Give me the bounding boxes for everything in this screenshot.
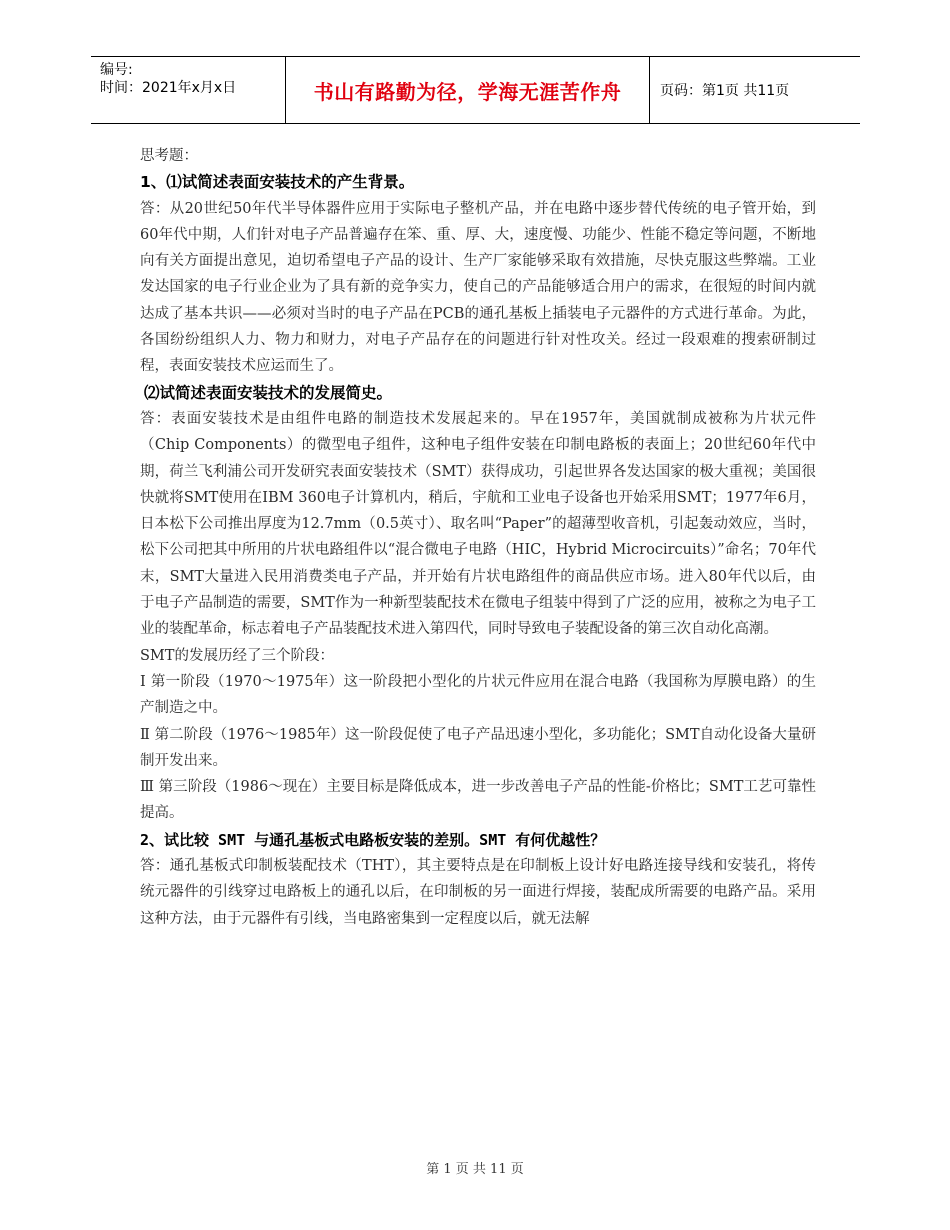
stage-2: Ⅱ 第二阶段（1976～1985年）这一阶段促使了电子产品迅速小型化，多功能化；SMT自动化设备大量研制开发出来。 — [140, 726, 816, 769]
header-motto: 书山有路勤为径，学海无涯苦作舟 — [286, 57, 650, 123]
answer-2: 答：通孔基板式印制板装配技术（THT），其主要特点是在印制板上设计好电路连接导线和安装孔，将传统元器件的引线穿过电路板上的通孔以后，在印制板的另一面进行焊接，装配成所需要的电路产品。采用这种方法，由于元器件有引线，当电路密集到一定程度以后，就无法解 — [140, 858, 816, 927]
header-page-info: 页码：第1页 共11页 — [660, 83, 790, 99]
number-label: 编号: — [100, 62, 133, 78]
stages-intro: SMT的发展历经了三个阶段： — [140, 647, 334, 664]
stage-1: Ⅰ 第一阶段（1970～1975年）这一阶段把小型化的片状元件应用在混合电路（我国称为厚膜电路）的生产制造之中。 — [140, 673, 816, 717]
header-meta — [91, 57, 286, 123]
question-1b-heading: ⑵试简述表面安装技术的发展简史。 — [144, 383, 393, 402]
question-2-heading: 2、试比较 SMT 与通孔基板式电路板安装的差别。SMT 有何优越性？ — [140, 830, 606, 849]
intro-text: 思考题： — [140, 148, 198, 164]
answer-1a: 答：从20世纪50年代半导体器件应用于实际电子整机产品，并在电路中逐步替代传统的电子管开始，到60年代中期，人们针对电子产品普遍存在笨、重、厚、大，速度慢、功能少、性能不稳定等问题，不断地向有关方面提出意见，迫切希望电子产品的设计、生产厂家能够采取有效措施，尽快克服这些弊端。工业发达国家的电子行业企业为了具有新的竞争实力，使自己的产品能够适合用户的需求，在很短的时间内就达成了基本共识——必须对当时的电子产品在PCB的通孔基板上插装电子元器件的方式进行革命。为此，各国纷纷组织人力、物力和财力，对电子产品存在的问题进行针对性攻关。经过一段艰难的搜索研制过程，表面安装技术应运而生了。 — [140, 200, 816, 375]
header-table — [91, 56, 860, 124]
time-label: 时间：2021年x月x日 — [100, 80, 237, 96]
document-body — [140, 143, 816, 932]
answer-1b: 答：表面安装技术是由组件电路的制造技术发展起来的。早在1957年，美国就制成被称为片状元件（Chip Components）的微型电子组件，这种电子组件安装在印制电路板的表面上；20世纪60年代中期，荷兰飞利浦公司开发研究表面安装技术（SMT）获得成功，引起世界各发达国家的极大重视；美国很快就将SMT使用在IBM 360电子计算机内，稍后，宇航和工业电子设备也开始采用SMT；1977年6月，日本松下公司推出厚度为12.7mm（0.5英寸）、取名叫“Paper”的超薄型收音机，引起轰动效应，当时，松下公司把其中所用的片状电路组件以“混合微电子电路（HIC，Hybrid Microcircuits）”命名；70年代末，SMT大量进入民用消费类电子产品，并开始有片状电路组件的商品供应市场。进入80年代以后，由于电子产品制造的需要，SMT作为一种新型装配技术在微电子组装中得到了广泛的应用，被称之为电子工业的装配革命，标志着电子产品装配技术进入第四代，同时导致电子装配设备的第三次自动化高潮。 — [140, 410, 816, 638]
question-1a-heading: 1、⑴试简述表面安装技术的产生背景。 — [140, 173, 415, 192]
page-footer: 第 1 页 共 11 页 — [426, 1162, 524, 1177]
stage-3: Ⅲ 第三阶段（1986～现在）主要目标是降低成本，进一步改善电子产品的性能-价格比；SMT工艺可靠性提高。 — [140, 779, 816, 822]
